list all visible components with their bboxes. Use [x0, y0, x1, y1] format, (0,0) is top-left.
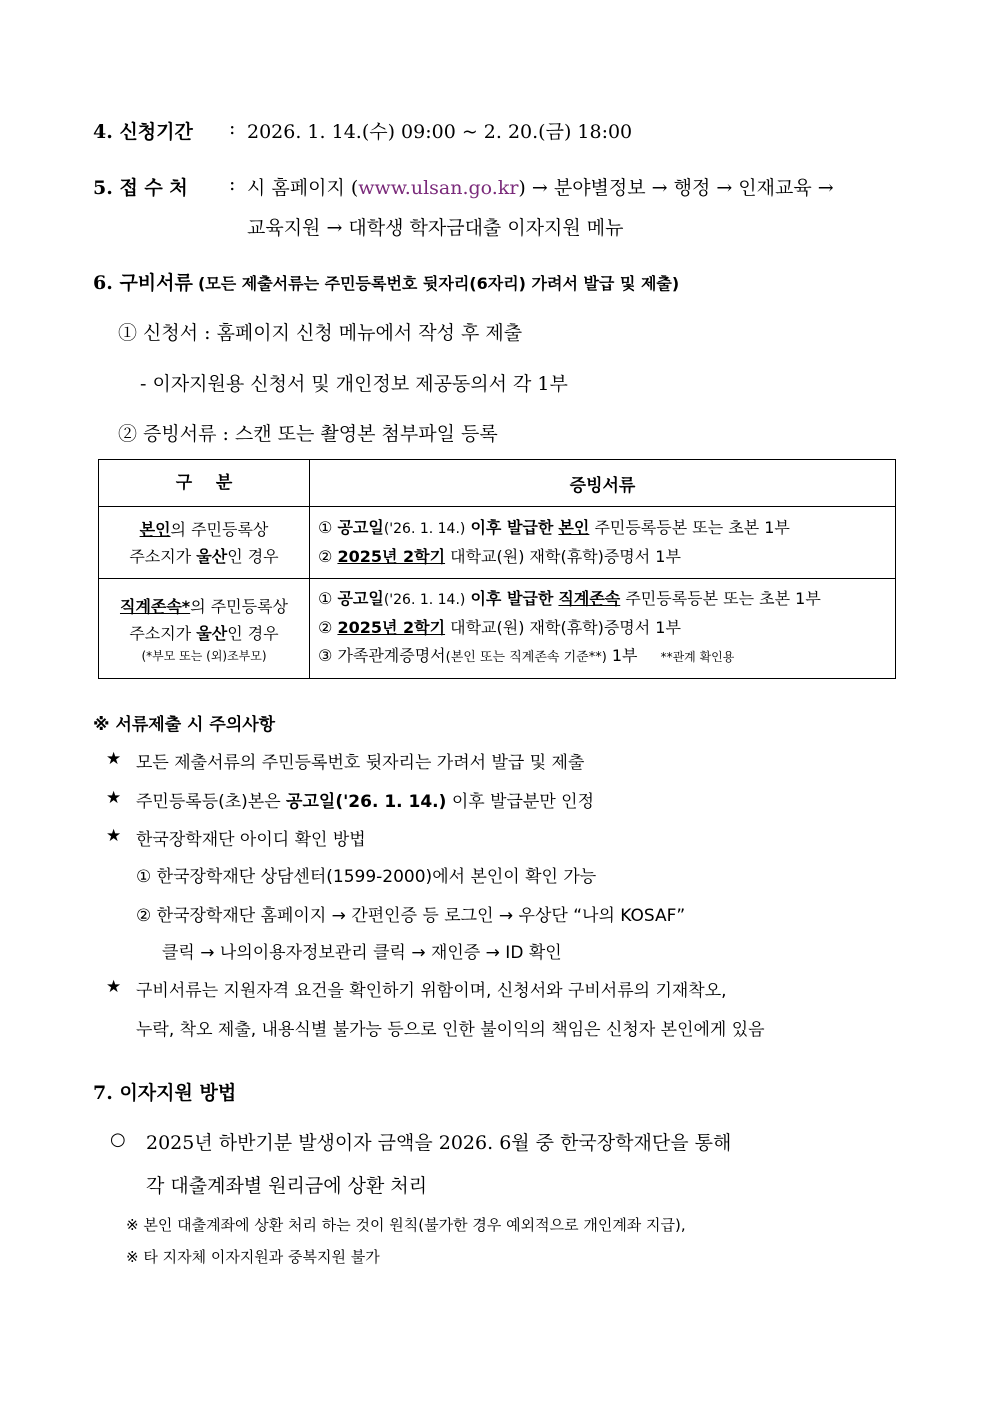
- row2-category: [99, 579, 310, 679]
- row2-l1-bold2: 이후 발급한: [470, 589, 554, 608]
- note-3-2b: 클릭 → 나의이용자정보관리 클릭 → 재인증 → ID 확인: [162, 943, 562, 963]
- row2-l3-main: 가족관계증명서: [337, 646, 446, 665]
- notes-title: ※ 서류제출 시 주의사항: [93, 715, 276, 735]
- row1-cat-pre: 주소지가: [129, 546, 197, 566]
- section-4-label: 4. 신청기간: [93, 121, 193, 143]
- row1-category: [99, 507, 310, 579]
- row2-cat-text: 의 주민등록상: [190, 596, 289, 616]
- table-header-row: [99, 460, 896, 507]
- row1-l1-bold: 공고일: [337, 518, 384, 537]
- section-6-label: 6. 구비서류: [93, 272, 193, 294]
- row2-l3-tail: 1부: [611, 646, 638, 665]
- reception-line2: 교육지원 → 대학생 학자금대출 이자지원 메뉴: [247, 217, 624, 239]
- row2-l1-rest: 주민등록등본 또는 초본 1부: [625, 589, 821, 608]
- row1-cat-text: 의 주민등록상: [170, 519, 269, 539]
- star-icon: ★: [106, 788, 122, 808]
- section-7-para-2: 각 대출계좌별 원리금에 상환 처리: [146, 1175, 428, 1197]
- row2-ancestor: 직계존속*: [119, 596, 191, 616]
- star-icon: ★: [106, 749, 122, 769]
- homepage-link[interactable]: www.ulsan.go.kr: [358, 177, 519, 199]
- note-2-pre: 주민등록등(초)본은: [136, 792, 287, 812]
- section-7-para: 2025년 하반기분 발생이자 금액을 2026. 6월 중 한국장학재단을 통해: [146, 1132, 732, 1154]
- row2-l3-paren: (본인 또는 직계존속 기준**): [445, 650, 607, 665]
- section-4-colon: :: [229, 117, 236, 139]
- docs-item-1: ① 신청서 : 홈페이지 신청 메뉴에서 작성 후 제출: [118, 322, 523, 344]
- row2-l1-date: ('26. 1. 14.): [383, 592, 466, 608]
- row1-l1-bold3: 본인: [558, 518, 590, 537]
- table-row: [99, 579, 896, 679]
- section-5-label: 5. 접 수 처: [93, 177, 188, 199]
- note-3: 한국장학재단 아이디 확인 방법: [136, 830, 366, 850]
- section-6-heading: [93, 268, 679, 295]
- row2-l2-rest: 대학교(원) 재학(휴학)증명서 1부: [450, 618, 681, 637]
- row2-l2-num: ②: [318, 618, 333, 637]
- table-header-documents: 증빙서류: [310, 460, 896, 507]
- reception-prefix: 시 홈페이지 (: [247, 177, 359, 199]
- row1-l1-num: ①: [318, 518, 333, 537]
- table-header-category: 구 분: [99, 460, 310, 507]
- row2-l1-num: ①: [318, 589, 333, 608]
- row2-l1-bold3: 직계존속: [558, 589, 621, 608]
- row1-l2-num: ②: [318, 547, 333, 566]
- row2-l2-bold: 2025년 2학기: [337, 618, 446, 637]
- circle-bullet-icon: ○: [110, 1129, 126, 1150]
- application-period: 2026. 1. 14.(수) 09:00 ~ 2. 20.(금) 18:00: [247, 121, 633, 143]
- reception-line1: [247, 173, 834, 200]
- note-4b: 누락, 착오 제출, 내용식별 불가능 등으로 인한 불이익의 책임은 신청자 본인에게 있음: [136, 1020, 765, 1040]
- row2-cat-footnote: (*부모 또는 (외)조부모): [141, 648, 267, 663]
- row1-documents: [310, 507, 896, 579]
- note-2-bold: 공고일('26. 1. 14.): [286, 792, 447, 812]
- row1-l1-rest: 주민등록등본 또는 초본 1부: [594, 518, 790, 537]
- note-2: [136, 787, 594, 812]
- row1-cat-rest: 인 경우: [227, 546, 279, 566]
- note-3-1: ① 한국장학재단 상담센터(1599-2000)에서 본인이 확인 가능: [136, 867, 597, 887]
- note-4: 구비서류는 지원자격 요건을 확인하기 위함이며, 신청서와 구비서류의 기재착오,: [136, 981, 727, 1001]
- table-row: [99, 507, 896, 579]
- note-2-post: 이후 발급분만 인정: [446, 792, 595, 812]
- row2-ulsan: 울산: [196, 623, 228, 643]
- row2-l3-note: **관계 확인용: [660, 650, 735, 664]
- note-1: 모든 제출서류의 주민등록번호 뒷자리는 가려서 발급 및 제출: [136, 753, 585, 773]
- docs-item-1-sub: - 이자지원용 신청서 및 개인정보 제공동의서 각 1부: [140, 373, 568, 395]
- note-3-2: ② 한국장학재단 홈페이지 → 간편인증 등 로그인 → 우상단 “나의 KOSAF”: [136, 906, 686, 926]
- row1-l2-bold: 2025년 2학기: [337, 547, 446, 566]
- row2-l3-num: ③: [318, 646, 333, 665]
- row2-l1-bold: 공고일: [337, 589, 384, 608]
- docs-item-2: ② 증빙서류 : 스캔 또는 촬영본 첨부파일 등록: [118, 423, 498, 445]
- section-7-label: 7. 이자지원 방법: [93, 1082, 237, 1104]
- row1-l1-date: ('26. 1. 14.): [383, 521, 466, 537]
- row1-ulsan: 울산: [196, 546, 228, 566]
- row1-l1-bold2: 이후 발급한: [470, 518, 554, 537]
- star-icon: ★: [106, 977, 122, 997]
- section-5-colon: :: [229, 173, 236, 195]
- evidence-table: [98, 459, 896, 679]
- row2-cat-rest: 인 경우: [227, 623, 279, 643]
- row2-documents: [310, 579, 896, 679]
- reception-suffix: ) → 분야별정보 → 행정 → 인재교육 →: [518, 177, 834, 199]
- section-7-remark-1: ※ 본인 대출계좌에 상환 처리 하는 것이 원칙(불가한 경우 예외적으로 개인계좌 지급),: [126, 1216, 686, 1234]
- section-7-remark-2: ※ 타 지자체 이자지원과 중복지원 불가: [126, 1248, 380, 1266]
- star-icon: ★: [106, 826, 122, 846]
- row1-self: 본인: [139, 519, 171, 539]
- section-6-note: (모든 제출서류는 주민등록번호 뒷자리(6자리) 가려서 발급 및 제출): [197, 274, 680, 293]
- row1-l2-rest: 대학교(원) 재학(휴학)증명서 1부: [450, 547, 681, 566]
- row2-cat-pre: 주소지가: [129, 623, 197, 643]
